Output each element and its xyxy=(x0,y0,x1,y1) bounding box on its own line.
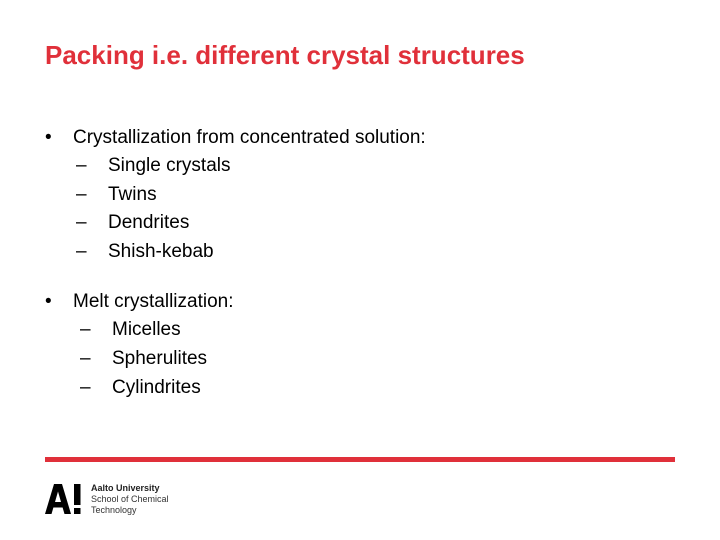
bullet-group-melt xyxy=(45,288,685,402)
bullet-group-solution xyxy=(45,124,685,266)
sub-item xyxy=(45,374,685,403)
logo-text xyxy=(91,483,169,516)
org-school: School of Chemical xyxy=(91,494,169,504)
dash-marker: – xyxy=(76,240,87,262)
aalto-logo-mark xyxy=(45,484,85,514)
sub-item-text: Twins xyxy=(108,183,157,205)
sub-item xyxy=(45,316,685,345)
sub-item-text: Cylindrites xyxy=(112,376,201,398)
sub-item-text: Micelles xyxy=(112,319,181,341)
sub-list xyxy=(45,316,685,402)
bullet-marker: • xyxy=(45,127,52,148)
sub-item-text: Shish-kebab xyxy=(108,240,214,262)
university-logo xyxy=(45,484,169,516)
dash-marker: – xyxy=(76,155,87,176)
dash-marker: – xyxy=(80,347,91,369)
bullet-item xyxy=(45,288,685,316)
dash-marker: – xyxy=(76,212,87,234)
bullet-list xyxy=(45,124,685,402)
bullet-item xyxy=(45,124,685,152)
dash-marker: – xyxy=(76,183,87,205)
sub-item-text: Spherulites xyxy=(112,347,208,369)
sub-item-text: Dendrites xyxy=(108,212,190,234)
sub-item xyxy=(45,238,685,267)
org-school-cont: Technology xyxy=(91,505,137,515)
bullet-text: Melt crystallization: xyxy=(73,291,234,313)
sub-item xyxy=(45,209,685,238)
sub-item xyxy=(45,345,685,374)
org-name: Aalto University xyxy=(91,483,160,493)
footer-divider xyxy=(45,457,675,462)
sub-list xyxy=(45,152,685,266)
dash-marker: – xyxy=(80,376,91,398)
bullet-marker: • xyxy=(45,291,52,313)
sub-item xyxy=(45,152,685,181)
dash-marker: – xyxy=(80,319,91,341)
sub-item-text: Single crystals xyxy=(108,155,231,176)
bullet-text: Crystallization from concentrated solution: xyxy=(73,127,426,148)
sub-item xyxy=(45,181,685,210)
slide-title: Packing i.e. different crystal structures xyxy=(45,40,525,70)
